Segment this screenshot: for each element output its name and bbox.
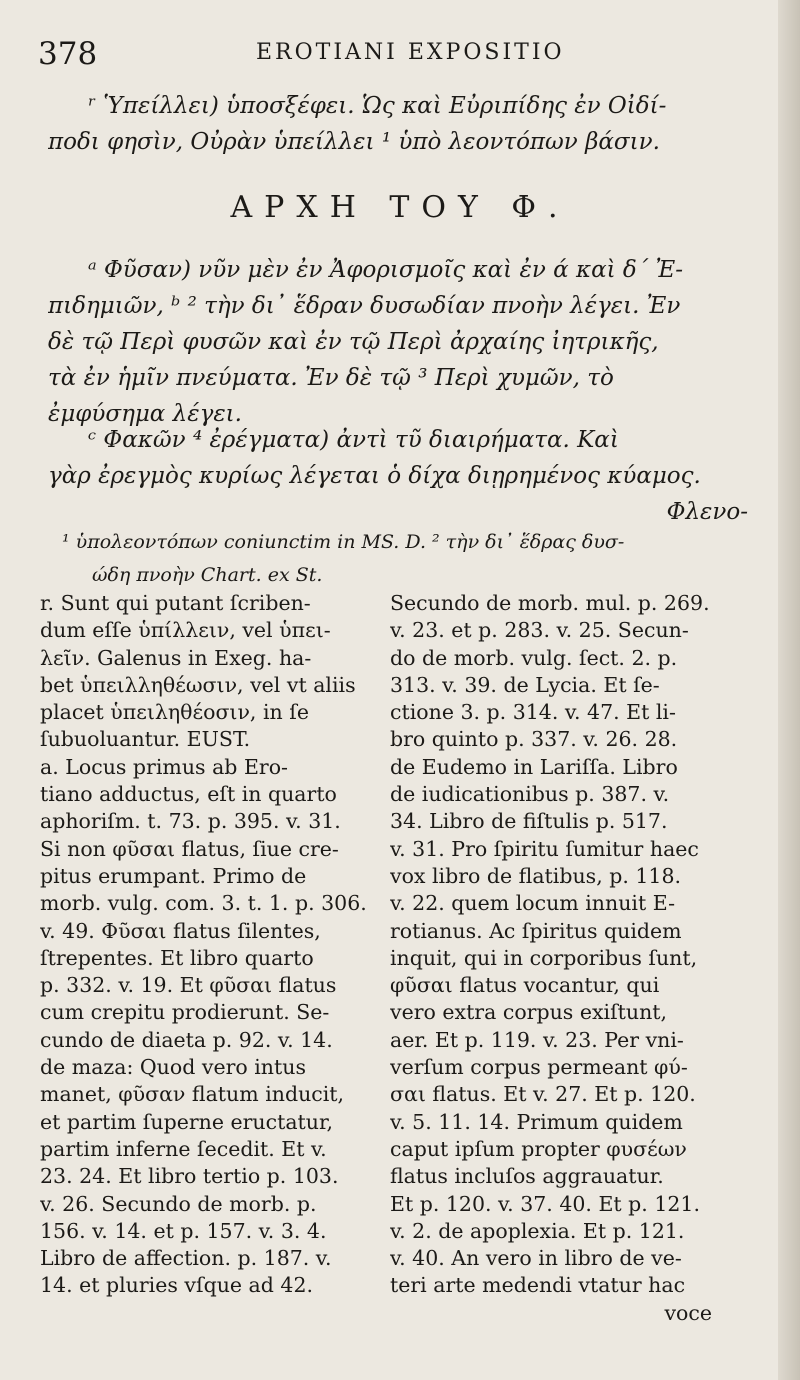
text-line: inquit, qui in corporibus ſunt, [390, 945, 698, 970]
text-line: verſum corpus permeant φύ- [390, 1055, 688, 1080]
text-line: do de morb. vulg. ſect. 2. p. [390, 645, 678, 670]
text-line: aphoriſm. t. 73. p. 395. v. 31. [40, 809, 341, 834]
text-line: 34. Libro de fiſtulis p. 517. [390, 809, 668, 834]
text-line: rotianus. Ac ſpiritus quidem [390, 918, 682, 943]
text-line: v. 2. de apoplexia. Et p. 121. [390, 1218, 685, 1243]
phi-entry [48, 252, 748, 432]
section-title: ΑΡΧΗ ΤΟΥ Φ. [230, 190, 570, 225]
greek-line: ἐμφύσημα λέγει. [48, 401, 242, 427]
text-line: de maza: Quod vero intus [40, 1055, 306, 1080]
page-number: 378 [38, 36, 98, 72]
text-line: ctione 3. p. 314. v. 47. Et li- [390, 700, 676, 725]
right-column [390, 590, 712, 1327]
text-line: a. Locus primus ab Ero- [40, 754, 288, 779]
text-line: 156. v. 14. et p. 157. v. 3. 4. [40, 1218, 327, 1243]
text-line: ſtrepentes. Et libro quarto [40, 945, 314, 970]
text-line: v. 31. Pro ſpiritu ſumitur haec [390, 836, 699, 861]
text-line: cum crepitu prodierunt. Se- [40, 1000, 330, 1025]
text-line: de iudicationibus p. 387. v. [390, 782, 670, 807]
text-line: σαι flatus. Et v. 27. Et p. 120. [390, 1082, 696, 1107]
text-line: partim inferne ſecedit. Et v. [40, 1136, 327, 1161]
text-line: Secundo de morb. mul. p. 269. [390, 591, 710, 615]
text-line: et partim ſuperne eructatur, [40, 1109, 334, 1134]
text-line: Si non φῦσαι flatus, ſiue cre- [40, 836, 339, 861]
text-line: λεῖν. Galenus in Exeg. ha- [40, 645, 312, 670]
text-line: ſubuoluantur. EUST. [40, 727, 251, 752]
greek-line: δὲ τῷ Περὶ φυσῶν καὶ ἐν τῷ Περὶ ἀρχαίης ἰητρικῆς, [48, 329, 659, 355]
greek-line: ʳ Ὑπείλλει) ὑποσξέφει. Ὡς καὶ Εὐριπίδης ἐν Οἰδί- [88, 93, 667, 119]
text-line: flatus incluſos aggrauatur. [390, 1164, 664, 1189]
greek-line: γὰρ ἐρεγμὸς κυρίως λέγεται ὁ δίχα διῃρημένος κύαμος. [48, 463, 701, 489]
text-line: φῦσαι flatus vocantur, qui [390, 973, 660, 998]
text-line: v. 49. Φῦσαι flatus ſilentes, [40, 918, 321, 943]
greek-line: τὰ ἐν ἡμῖν πνεύματα. Ἐν δὲ τῷ ³ Περὶ χυμῶν, τὸ [48, 365, 614, 391]
left-column [40, 590, 376, 1300]
text-line: 14. et pluries vſque ad 42. [40, 1273, 314, 1298]
text-line: v. 40. An vero in libro de ve- [390, 1246, 682, 1271]
text-line: bro quinto p. 337. v. 26. 28. [390, 727, 678, 752]
running-title: EROTIANI EXPOSITIO [256, 40, 565, 65]
text-line: 313. v. 39. de Lycia. Et ſe- [390, 672, 660, 697]
text-line: placet ὑπειληθέοσιν, in ſe [40, 700, 309, 725]
text-line: de Eudemo in Lariſſa. Libro [390, 754, 678, 779]
footnotes [62, 526, 762, 592]
text-line: morb. vulg. com. 3. t. 1. p. 306. [40, 891, 367, 916]
text-line: aer. Et p. 119. v. 23. Per vni- [390, 1027, 684, 1052]
text-line: manet, φῦσαν flatum inducit, [40, 1082, 345, 1107]
text-line: v. 5. 11. 14. Primum quidem [390, 1109, 683, 1134]
text-line: teri arte medendi vtatur hac [390, 1273, 686, 1298]
text-line: caput ipſum propter φυσέων [390, 1136, 687, 1161]
text-line: p. 332. v. 19. Et φῦσαι flatus [40, 973, 337, 998]
text-line: v. 22. quem locum innuit E- [390, 891, 675, 916]
text-line: dum eſſe ὑπίλλειν, vel ὑπει- [40, 618, 331, 643]
text-line: tiano adductus, eſt in quarto [40, 782, 337, 807]
catchword: voce [664, 1300, 712, 1325]
text-line: 23. 24. Et libro tertio p. 103. [40, 1164, 339, 1189]
catchword: Φλενο- [666, 499, 748, 525]
greek-line: ᶜ Φακῶν ⁴ ἐρέγματα) ἀντὶ τῦ διαιρήματα. Καὶ [88, 427, 619, 453]
greek-line: πιδημιῶν, ᵇ ² τὴν δι᾽ ἕδραν δυσωδίαν πνοὴν λέγει. Ἐν [48, 293, 681, 319]
footnote-line: ώδη πνοὴν Chart. ex St. [92, 564, 323, 586]
text-line: vero extra corpus exiſtunt, [390, 1000, 668, 1025]
page-header [38, 32, 738, 72]
text-line: v. 26. Secundo de morb. p. [40, 1191, 317, 1216]
text-line: v. 23. et p. 283. v. 25. Secun- [390, 618, 689, 643]
text-line: Et p. 120. v. 37. 40. Et p. 121. [390, 1191, 700, 1216]
greek-line: ποδι φησὶν, Οὐρὰν ὑπείλλει ¹ ὑπὸ λεοντόπων βάσιν. [48, 129, 660, 155]
text-line: vox libro de flatibus, p. 118. [390, 863, 682, 888]
footnote-line: ¹ ὑπολεοντόπων coniunctim in MS. D. ² τὴν δι᾽ ἕδρας δυσ- [62, 531, 625, 553]
text-line: bet ὑπειλληθέωσιν, vel vt aliis [40, 672, 356, 697]
text-line: cundo de diaeta p. 92. v. 14. [40, 1027, 333, 1052]
text-line: Libro de affection. p. 187. v. [40, 1246, 332, 1271]
top-greek-block [48, 88, 748, 160]
text-line: r. Sunt qui putant ſcriben- [40, 591, 311, 615]
greek-line: ᵃ Φῦσαν) νῦν μὲν ἐν Ἀφορισμοῖς καὶ ἐν ά καὶ δ´ Ἐ- [88, 257, 683, 283]
phakon-entry [48, 422, 748, 530]
text-line: pitus erumpant. Primo de [40, 863, 307, 888]
